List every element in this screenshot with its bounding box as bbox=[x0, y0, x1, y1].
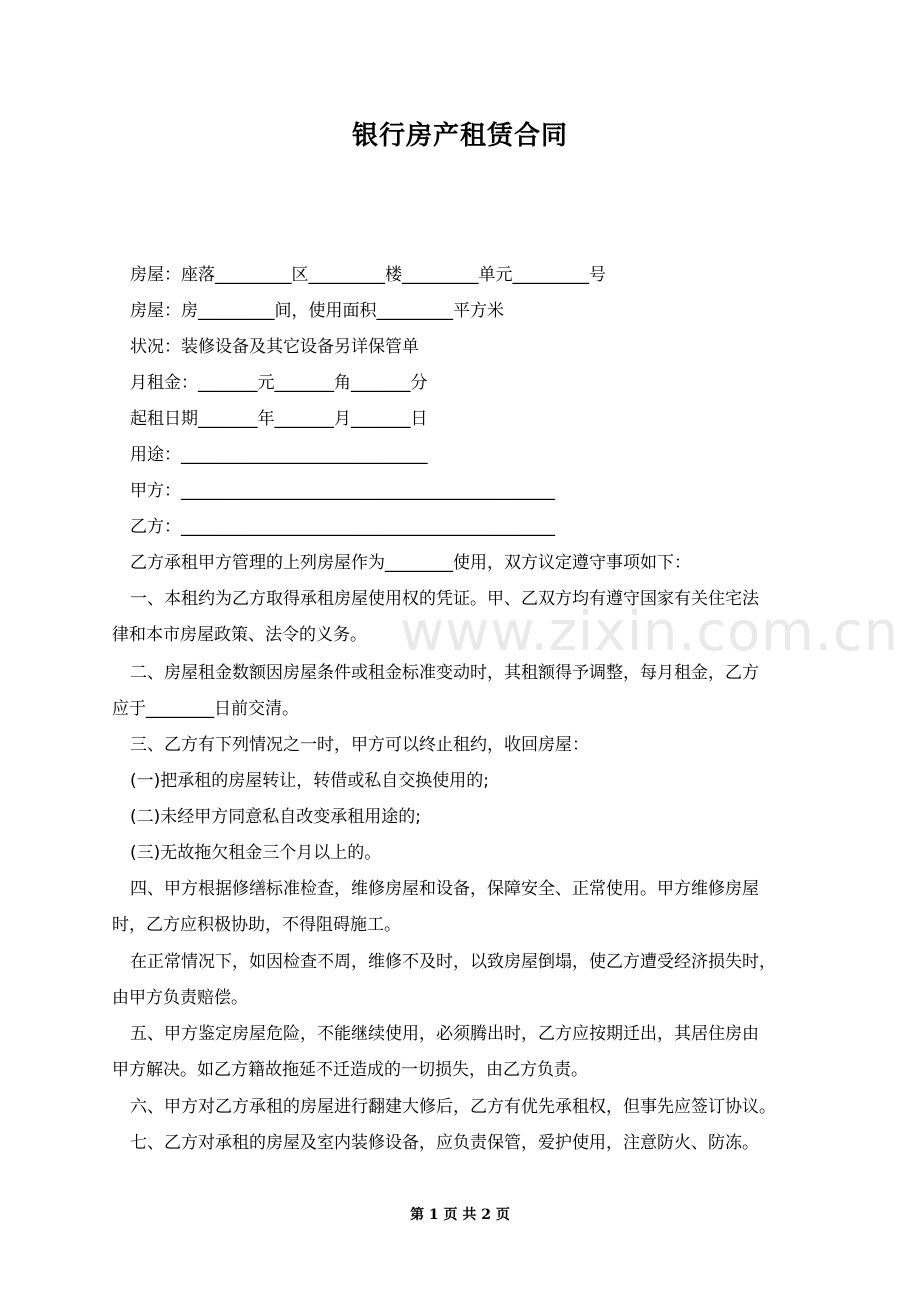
field-monthly-rent: 月租金：_______元_______角_______分 bbox=[130, 373, 428, 393]
paragraph-clause-1-line-1: 一、本租约为乙方取得承租房屋使用权的凭证。甲、乙双方均有遵守国家有关住宅法 bbox=[130, 589, 759, 609]
paragraph-clause-2-line-1: 二、房屋租金数额因房屋条件或租金标准变动时，其租额得予调整，每月租金，乙方 bbox=[130, 663, 759, 683]
field-condition: 状况：装修设备及其它设备另详保管单 bbox=[130, 337, 419, 357]
field-location: 房屋：座落_________区_________楼_________单元_________号 bbox=[130, 265, 606, 285]
field-purpose: 用途：_____________________________ bbox=[130, 445, 428, 465]
paragraph-clause-4-line-1: 四、甲方根据修缮标准检查，维修房屋和设备，保障安全、正常使用。甲方维修房屋 bbox=[130, 879, 759, 899]
field-party-b: 乙方：____________________________________________ bbox=[130, 517, 555, 537]
paragraph-clause-1-line-2: 律和本市房屋政策、法令的义务。 bbox=[112, 625, 367, 645]
paragraph-clause-2-line-2: 应于________日前交清。 bbox=[112, 699, 299, 719]
field-start-date: 起租日期_______年_______月_______日 bbox=[130, 409, 428, 429]
paragraph-clause-5-line-1: 五、甲方鉴定房屋危险，不能继续使用，必须腾出时，乙方应按期迁出，其居住房由 bbox=[130, 1024, 759, 1044]
paragraph-clause-7: 七、乙方对承租的房屋及室内装修设备，应负责保管，爱护使用，注意防火、防冻。 bbox=[130, 1133, 759, 1153]
paragraph-clause-3-item-1: (一)把承租的房屋转让，转借或私自交换使用的; bbox=[130, 771, 489, 791]
paragraph-intro-line-1: 乙方承租甲方管理的上列房屋作为________使用，双方议定遵守事项如下： bbox=[130, 553, 691, 573]
paragraph-compensation-line-1: 在正常情况下，如因检查不周，维修不及时，以致房屋倒塌，使乙方遭受经济损失时， bbox=[130, 952, 776, 972]
field-party-a: 甲方：____________________________________________ bbox=[130, 481, 555, 501]
paragraph-clause-3: 三、乙方有下列情况之一时，甲方可以终止租约，收回房屋： bbox=[130, 735, 589, 755]
paragraph-clause-4-line-2: 时，乙方应积极协助，不得阻碍施工。 bbox=[112, 915, 401, 935]
watermark: www.zixin.com.cn bbox=[400, 600, 899, 663]
paragraph-compensation-line-2: 由甲方负责赔偿。 bbox=[112, 988, 248, 1008]
paragraph-clause-5-line-2: 甲方解决。如乙方籍故拖延不迁造成的一切损失，由乙方负责。 bbox=[112, 1060, 588, 1080]
field-rooms-area: 房屋：房_________间，使用面积_________平方米 bbox=[130, 301, 504, 321]
page-footer: 第 1 页 共 2 页 bbox=[410, 1207, 510, 1223]
paragraph-clause-3-item-3: (三)无故拖欠租金三个月以上的。 bbox=[130, 843, 382, 863]
document-title: 银行房产租赁合同 bbox=[351, 121, 568, 151]
paragraph-clause-3-item-2: (二)未经甲方同意私自改变承租用途的; bbox=[130, 807, 421, 827]
paragraph-clause-6: 六、甲方对乙方承租的房屋进行翻建大修后，乙方有优先承租权，但事先应签订协议。 bbox=[130, 1097, 776, 1117]
